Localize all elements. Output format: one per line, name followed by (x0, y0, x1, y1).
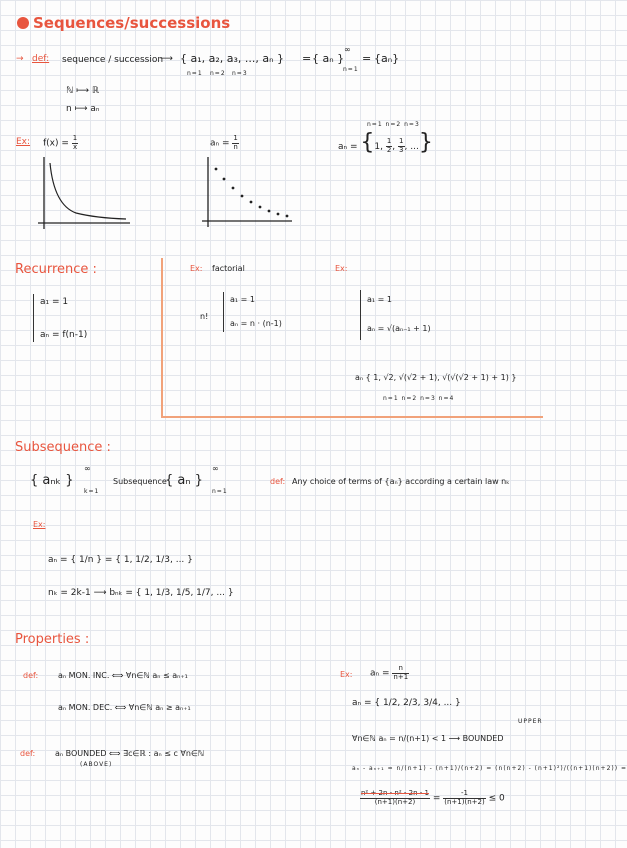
subsequence-set-right: { aₙ } (165, 473, 203, 488)
page-title: Sequences/successions (33, 14, 231, 32)
example1-a: aₙ = $\frac{1}{n}$ (210, 134, 238, 151)
def-equals-2: = (362, 52, 372, 65)
sqrt-sequence: aₙ { 1, √2, √(√2 + 1), √(√(√2 + 1) + 1) } (355, 373, 517, 382)
recurrence-system-bar (33, 294, 34, 342)
factorial-ex-label: Ex: (190, 264, 203, 273)
sqrt-ex-label: Ex: (335, 264, 348, 273)
def-set-an: { aₙ } (312, 52, 345, 65)
def-idx-2: n=2 (210, 70, 226, 77)
example1-set: aₙ = {1, $\frac{1}{2}$ , $\frac{1}{3}$ , ...} (338, 130, 433, 155)
subsequence-ex-label: Ex: (33, 520, 46, 529)
factorial-system-bar (223, 292, 224, 332)
def-label: def: (32, 54, 50, 64)
panel-divider-horizontal (161, 416, 543, 418)
discrete-point (259, 206, 262, 209)
discrete-point (232, 187, 235, 190)
properties-ex-label: Ex: (340, 670, 353, 679)
factorial-an: aₙ = n · (n-1) (230, 319, 282, 328)
def-idx-1: n=1 (187, 70, 203, 77)
def-map-arrow: ⟶ (160, 54, 173, 64)
def-set-short: {aₙ} (374, 52, 400, 65)
def-map-line-1: ℕ ⟼ ℝ (66, 86, 99, 96)
subsequence-example-line-1: aₙ = { 1/n } = { 1, 1/2, 1/3, ... } (48, 555, 193, 565)
properties-def-label-1: def: (23, 671, 39, 680)
subsequence-left-sup: ∞ (84, 464, 91, 473)
panel-divider-vertical (161, 258, 163, 416)
factorial-n-fact: n! (200, 312, 209, 321)
sqrt-a1: a₁ = 1 (367, 295, 392, 304)
sqrt-an: aₙ = √(aₙ₋₁ + 1) (367, 324, 431, 333)
continuous-graph-curve (50, 163, 126, 219)
subsequence-right-sup: ∞ (212, 464, 219, 473)
discrete-graph (198, 155, 298, 235)
subsequence-example-line-2: nₖ = 2k-1 ⟶ bₙₖ = { 1, 1/3, 1/5, 1/7, ... } (48, 588, 234, 598)
def-sequence-text: sequence / succession (62, 55, 164, 65)
example1-f: f(x) = $\frac{1}{x}$ (43, 134, 78, 151)
continuous-graph (36, 155, 136, 235)
discrete-point (286, 215, 289, 218)
discrete-point (215, 168, 218, 171)
upper-label: UPPER (518, 718, 543, 725)
properties-ex-an: aₙ = $\frac{n}{n+1}$ (370, 664, 409, 681)
recurrence-heading: Recurrence : (15, 262, 97, 277)
properties-heading: Properties : (15, 632, 90, 647)
subsequence-def-label: def: (270, 477, 286, 486)
discrete-point (250, 201, 253, 204)
bounded-definition: aₙ BOUNDED ⟺ ∃c∈ℝ : aₙ ≤ c ∀n∈ℕ (55, 749, 205, 758)
properties-def-label-2: def: (20, 749, 36, 758)
subsequence-right-sub: n=1 (212, 488, 228, 495)
def-sub-n1: n=1 (343, 66, 359, 73)
discrete-point (277, 213, 280, 216)
recurrence-an: aₙ = f(n-1) (40, 330, 88, 340)
example1-label: Ex: (16, 137, 31, 147)
subsequence-set-left: { aₙₖ } (30, 473, 74, 488)
discrete-point (223, 178, 226, 181)
title-bullet-dot (17, 17, 29, 29)
bounded-line: ∀n∈ℕ aₙ = n/(n+1) < 1 ⟶ BOUNDED (352, 734, 504, 743)
recurrence-a1: a₁ = 1 (40, 297, 69, 307)
def-equals: = (302, 52, 312, 65)
difference-line: aₙ - aₙ₊₁ = n/(n+1) - (n+1)/(n+2) = (n(n+2) - (n+1)²)/((n+1)(n+2)) = (352, 765, 627, 772)
monotone-increasing: aₙ MON. INC. ⟺ ∀n∈ℕ aₙ ≤ aₙ₊₁ (58, 671, 188, 680)
factorial-title: factorial (212, 264, 245, 273)
factorial-a1: a₁ = 1 (230, 295, 255, 304)
subsequence-heading: Subsequence : (15, 440, 111, 455)
def-arrow: → (16, 54, 24, 64)
def-idx-3: n=3 (232, 70, 248, 77)
discrete-point (268, 210, 271, 213)
discrete-point (241, 195, 244, 198)
subsequence-def-text: Any choice of terms of {aₙ} according a certain law nₖ (292, 477, 510, 486)
subsequence-left-sub: k=1 (84, 488, 100, 495)
difference-result: $\frac{\text{n² + 2n - n² - 2n - 1}}{(n+1)(n+2)}$ = $\frac{-1}{(n+1)(n+2)}$ ≤ 0 (361, 789, 505, 806)
monotone-decreasing: aₙ MON. DEC. ⟺ ∀n∈ℕ aₙ ≥ aₙ₊₁ (58, 703, 191, 712)
properties-ex-seq: aₙ = { 1/2, 2/3, 3/4, ... } (352, 698, 461, 708)
sqrt-system-bar (360, 290, 361, 340)
def-map-line-2: n ⟼ aₙ (66, 104, 100, 114)
sqrt-sequence-idx: n=1 n=2 n=3 n=4 (383, 395, 455, 402)
def-set-terms: { a₁, a₂, a₃, ..., aₙ } (180, 52, 285, 65)
example1-top-idx: n=1 n=2 n=3 (367, 121, 420, 128)
bounded-above-note: (ABOVE) (80, 761, 113, 768)
def-sup-infinity: ∞ (344, 45, 351, 54)
subsequence-word: Subsequence (113, 477, 167, 486)
